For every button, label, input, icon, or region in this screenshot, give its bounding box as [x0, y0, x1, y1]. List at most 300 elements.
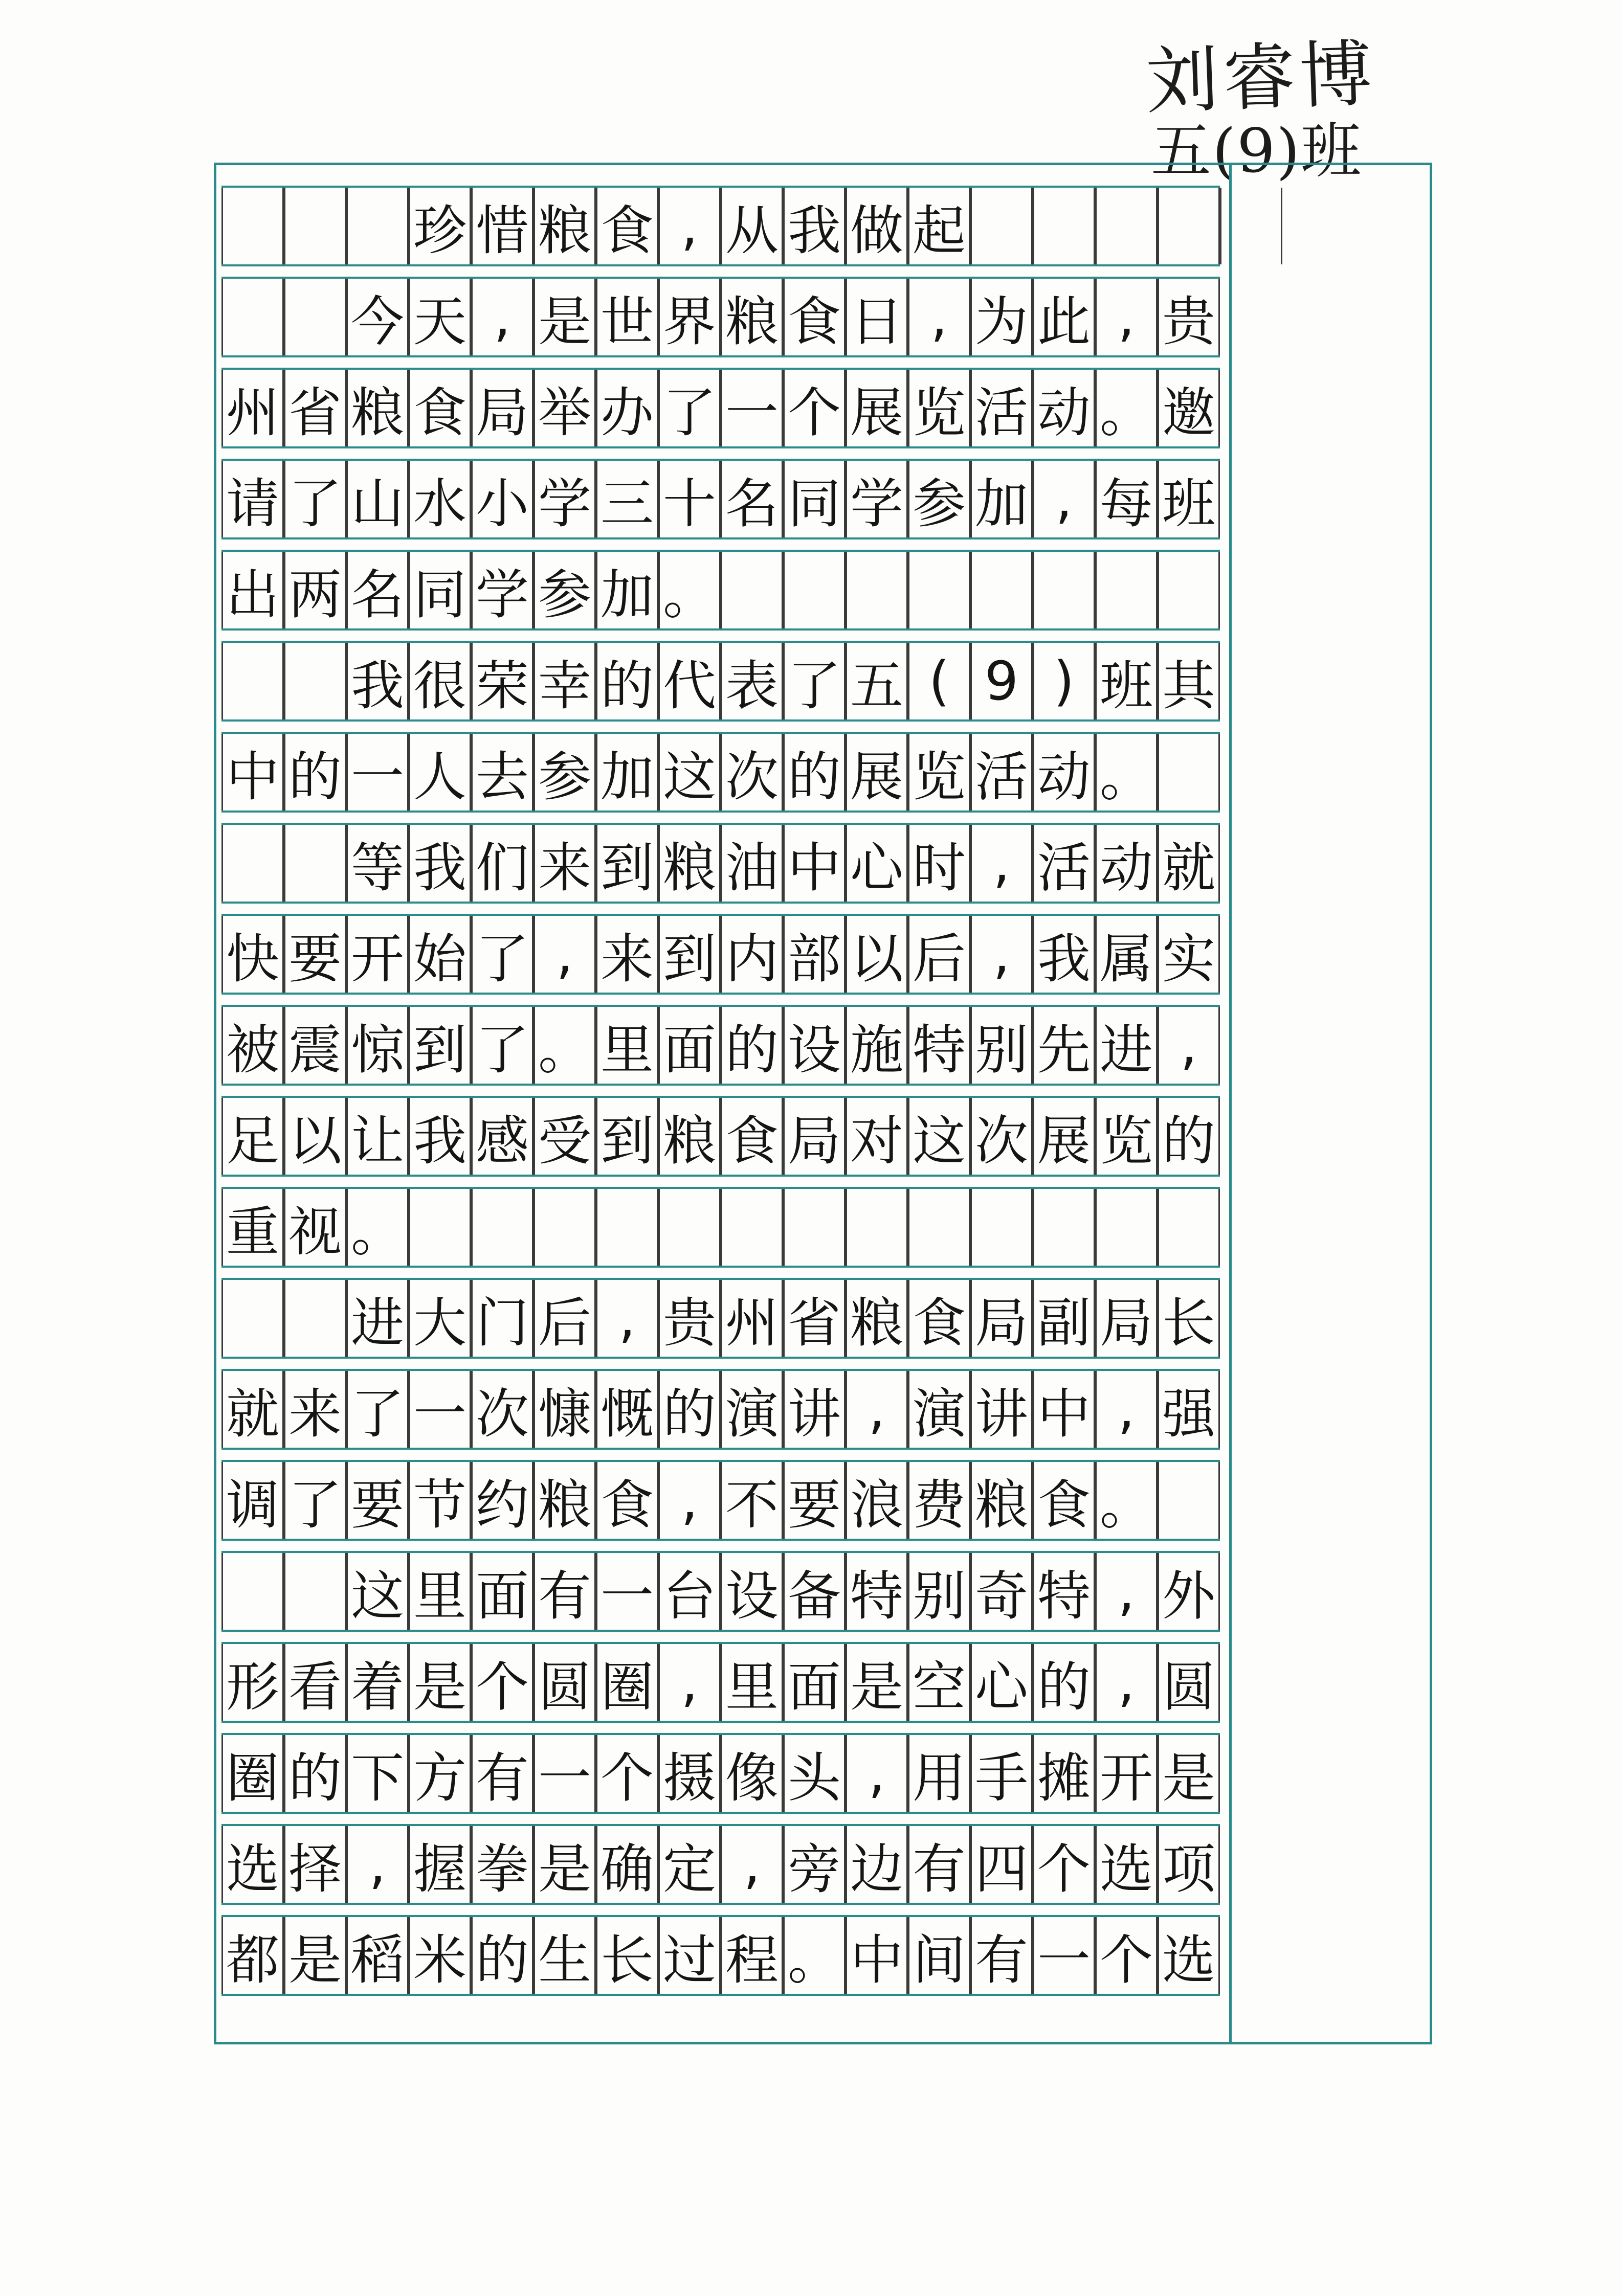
grid-cell: 今 [346, 279, 409, 355]
name-block [1141, 10, 1407, 186]
grid-cell: 山 [346, 461, 409, 537]
grid-cell: 面 [783, 1644, 846, 1721]
grid-cell: 展 [1033, 1098, 1095, 1175]
grid-cell: 圆 [1158, 1644, 1220, 1721]
grid-cell: 就 [1158, 825, 1220, 902]
grid-cell: 受 [533, 1098, 596, 1175]
grid-cell: , [596, 1280, 658, 1357]
grid-cell: , [846, 1371, 908, 1448]
grid-cell: 粮 [846, 1280, 908, 1357]
grid-cell: 设 [721, 1553, 783, 1630]
grid-cell: 了 [284, 1462, 346, 1539]
grid-row [221, 277, 1220, 357]
grid-row [221, 368, 1220, 448]
grid-cell: 长 [1158, 1280, 1220, 1357]
grid-cell: 人 [409, 734, 471, 811]
grid-cell: 是 [533, 1826, 596, 1903]
grid-cell: 程 [721, 1917, 783, 1994]
grid-cell: , [346, 1826, 409, 1903]
grid-cell: 每 [1095, 461, 1158, 537]
grid-cell: 个 [471, 1644, 533, 1721]
grid-cell [1095, 1189, 1158, 1266]
grid-cell: 我 [783, 188, 846, 264]
student-name: 刘睿博 [1144, 32, 1378, 124]
grid-cell: 四 [970, 1826, 1033, 1903]
grid-cell: 局 [471, 370, 533, 446]
grid-cell: 办 [596, 370, 658, 446]
grid-row [221, 732, 1220, 813]
grid-cell: , [970, 916, 1033, 993]
grid-row [221, 1733, 1220, 1814]
grid-cell: 大 [409, 1280, 471, 1357]
grid-cell: 学 [471, 552, 533, 628]
grid-cell: 代 [658, 643, 721, 719]
grid-cell: 了 [658, 370, 721, 446]
grid-cell: 约 [471, 1462, 533, 1539]
grid-cell: , [1095, 279, 1158, 355]
grid-cell: 过 [658, 1917, 721, 1994]
grid-cell: 圆 [533, 1644, 596, 1721]
grid-cell: 震 [284, 1007, 346, 1084]
grid-cell: 个 [1033, 1826, 1095, 1903]
grid-cell: 次 [721, 734, 783, 811]
grid-cell: 食 [783, 279, 846, 355]
grid-cell: 局 [1095, 1280, 1158, 1357]
grid-cell [284, 643, 346, 719]
grid-cell: 视 [284, 1189, 346, 1266]
grid-cell: 9 [970, 643, 1033, 719]
grid-cell: , [1095, 1644, 1158, 1721]
grid-cell: 握 [409, 1826, 471, 1903]
grid-cell [221, 279, 284, 355]
grid-cell [346, 188, 409, 264]
grid-cell: 都 [221, 1917, 284, 1994]
grid-cell: 心 [846, 825, 908, 902]
grid-cell: 进 [1095, 1007, 1158, 1084]
grid-cell: 班 [1158, 461, 1220, 537]
grid-cell [721, 1189, 783, 1266]
grid-cell: 让 [346, 1098, 409, 1175]
grid-cell: 长 [596, 1917, 658, 1994]
grid-cell: 了 [783, 643, 846, 719]
grid-cell: 了 [471, 1007, 533, 1084]
grid-cell: 摄 [658, 1735, 721, 1812]
grid-cell: 有 [533, 1553, 596, 1630]
grid-cell: 活 [1033, 825, 1095, 902]
grid-cell [284, 1553, 346, 1630]
grid-row [221, 1824, 1220, 1905]
grid-cell: 食 [1033, 1462, 1095, 1539]
grid-cell: 加 [970, 461, 1033, 537]
grid-cell [970, 552, 1033, 628]
grid-cell: 定 [658, 1826, 721, 1903]
grid-cell: 别 [970, 1007, 1033, 1084]
grid-cell: 讲 [970, 1371, 1033, 1448]
grid-cell: 活 [970, 734, 1033, 811]
grid-cell: 就 [221, 1371, 284, 1448]
grid-cell: 们 [471, 825, 533, 902]
grid-cell: 次 [970, 1098, 1033, 1175]
grid-cell: 感 [471, 1098, 533, 1175]
grid-cell [221, 188, 284, 264]
grid-cell: 讲 [783, 1371, 846, 1448]
grid-cell: 惜 [471, 188, 533, 264]
grid-cell: 副 [1033, 1280, 1095, 1357]
grid-cell: 。 [533, 1007, 596, 1084]
grid-cell [1095, 552, 1158, 628]
grid-cell: 圈 [596, 1644, 658, 1721]
grid-cell: 选 [221, 1826, 284, 1903]
grid-cell: , [658, 1462, 721, 1539]
grid-cell: 览 [1095, 1098, 1158, 1175]
grid-cell: 确 [596, 1826, 658, 1903]
grid-cell: 像 [721, 1735, 783, 1812]
grid-cell: 名 [721, 461, 783, 537]
grid-cell: 稻 [346, 1917, 409, 1994]
grid-cell: 生 [533, 1917, 596, 1994]
grid-cell: 。 [1095, 370, 1158, 446]
grid-cell: 一 [1033, 1917, 1095, 1994]
grid-cell: 特 [1033, 1553, 1095, 1630]
grid-cell: 粮 [721, 279, 783, 355]
grid-cell: 是 [846, 1644, 908, 1721]
grid-cell: 中 [783, 825, 846, 902]
grid-cell: 省 [783, 1280, 846, 1357]
grid-cell [533, 1189, 596, 1266]
grid-cell: 内 [721, 916, 783, 993]
grid-row [221, 1187, 1220, 1268]
grid-cell: 一 [346, 734, 409, 811]
grid-cell: 一 [721, 370, 783, 446]
grid-cell: 看 [284, 1644, 346, 1721]
grid-cell [409, 1189, 471, 1266]
grid-cell: 进 [346, 1280, 409, 1357]
grid-cell: 的 [1033, 1644, 1095, 1721]
grid-cell: 粮 [533, 188, 596, 264]
grid-cell: 摊 [1033, 1735, 1095, 1812]
grid-cell: 费 [908, 1462, 970, 1539]
grid-cell: 我 [409, 825, 471, 902]
grid-cell: 。 [783, 1917, 846, 1994]
grid-cell: 食 [908, 1280, 970, 1357]
grid-cell: 食 [721, 1098, 783, 1175]
grid-row [221, 550, 1220, 631]
grid-row [221, 186, 1220, 266]
grid-cell: 是 [284, 1917, 346, 1994]
grid-cell: 手 [970, 1735, 1033, 1812]
grid-cell: 。 [658, 552, 721, 628]
class-name: 五(9)班 [1151, 116, 1363, 186]
grid-cell: 加 [596, 552, 658, 628]
grid-cell: 我 [1033, 916, 1095, 993]
grid-cell: 我 [409, 1098, 471, 1175]
grid-cell: 备 [783, 1553, 846, 1630]
grid-cell [1033, 1189, 1095, 1266]
grid-cell [783, 1189, 846, 1266]
grid-cell: , [1095, 1553, 1158, 1630]
grid-cell: 浪 [846, 1462, 908, 1539]
grid-row [221, 459, 1220, 539]
grid-cell: 了 [471, 916, 533, 993]
grid-cell: 慨 [596, 1371, 658, 1448]
grid-cell: 荣 [471, 643, 533, 719]
grid-cell: 州 [221, 370, 284, 446]
grid-cell: 惊 [346, 1007, 409, 1084]
grid-cell [908, 552, 970, 628]
grid-cell: 别 [908, 1553, 970, 1630]
grid-cell: 中 [1033, 1371, 1095, 1448]
grid-cell: 要 [783, 1462, 846, 1539]
grid-row [221, 1005, 1220, 1086]
grid-cell: 的 [721, 1007, 783, 1084]
grid-cell [471, 1189, 533, 1266]
grid-cell: 演 [908, 1371, 970, 1448]
grid-cell: 有 [908, 1826, 970, 1903]
grid-cell [284, 279, 346, 355]
grid-cell: , [846, 1735, 908, 1812]
grid-cell [846, 1189, 908, 1266]
grid-cell: 小 [471, 461, 533, 537]
grid-cell: 展 [846, 734, 908, 811]
grid-cell: 下 [346, 1735, 409, 1812]
grid-cell: 设 [783, 1007, 846, 1084]
grid-cell [970, 1189, 1033, 1266]
grid-cell: 来 [284, 1371, 346, 1448]
grid-row [221, 823, 1220, 904]
grid-cell [221, 643, 284, 719]
grid-cell: 贵 [658, 1280, 721, 1357]
grid-cell: 此 [1033, 279, 1095, 355]
grid-cell: 五 [846, 643, 908, 719]
grid-cell: 。 [1095, 1462, 1158, 1539]
grid-cell [658, 1189, 721, 1266]
grid-cell: 的 [783, 734, 846, 811]
grid-cell: 是 [533, 279, 596, 355]
grid-cell: 局 [783, 1098, 846, 1175]
grid-cell: 食 [409, 370, 471, 446]
grid-cell: 世 [596, 279, 658, 355]
grid-cell: 其 [1158, 643, 1220, 719]
grid-cell: 是 [409, 1644, 471, 1721]
grid-cell: 州 [721, 1280, 783, 1357]
grid-cell: ( [908, 643, 970, 719]
grid-cell [783, 552, 846, 628]
grid-cell: 起 [908, 188, 970, 264]
grid-cell: 部 [783, 916, 846, 993]
grid-cell: 次 [471, 1371, 533, 1448]
grid-cell: 旁 [783, 1826, 846, 1903]
grid-cell: 快 [221, 916, 284, 993]
grid-cell: 览 [908, 734, 970, 811]
grid-cell: 圈 [221, 1735, 284, 1812]
grid-cell: 这 [346, 1553, 409, 1630]
grid-cell: 同 [409, 552, 471, 628]
grid-cell: 到 [658, 916, 721, 993]
grid-cell: 学 [846, 461, 908, 537]
grid-cell: 门 [471, 1280, 533, 1357]
grid-cell: 中 [221, 734, 284, 811]
grid-cell: 开 [346, 916, 409, 993]
grid-cell: 被 [221, 1007, 284, 1084]
grid-cell: 头 [783, 1735, 846, 1812]
grid-cell: 动 [1095, 825, 1158, 902]
grid-cell: 参 [533, 734, 596, 811]
grid-cell: 参 [533, 552, 596, 628]
grid-cell: 演 [721, 1371, 783, 1448]
grid-cell: 节 [409, 1462, 471, 1539]
grid-cell: 同 [783, 461, 846, 537]
grid-cell: 间 [908, 1917, 970, 1994]
grid-cell: 做 [846, 188, 908, 264]
grid-cell: 加 [596, 734, 658, 811]
grid-cell [284, 188, 346, 264]
grid-cell: 粮 [658, 1098, 721, 1175]
grid-cell: 参 [908, 461, 970, 537]
grid-cell: 以 [284, 1098, 346, 1175]
grid-cell: 食 [596, 188, 658, 264]
grid-cell: 粮 [346, 370, 409, 446]
grid-cell: 幸 [533, 643, 596, 719]
grid-cell: , [970, 825, 1033, 902]
grid-cell: 重 [221, 1189, 284, 1266]
grid-cell: 这 [658, 734, 721, 811]
grid-cell: 的 [658, 1371, 721, 1448]
grid-cell: 的 [1158, 1098, 1220, 1175]
grid-cell: 实 [1158, 916, 1220, 993]
grid-cell: 的 [471, 1917, 533, 1994]
grid-cell: 贵 [1158, 279, 1220, 355]
grid-cell: 有 [970, 1917, 1033, 1994]
grid-cell [284, 825, 346, 902]
grid-cell: 项 [1158, 1826, 1220, 1903]
grid-cell: , [721, 1826, 783, 1903]
grid-cell: 来 [533, 825, 596, 902]
grid-cell: 日 [846, 279, 908, 355]
grid-cell: 属 [1095, 916, 1158, 993]
grid-cell: , [1033, 461, 1095, 537]
grid-cell: 的 [284, 1735, 346, 1812]
grid-cell: 请 [221, 461, 284, 537]
grid-cell: 览 [908, 370, 970, 446]
grid-cell [596, 1189, 658, 1266]
grid-cell: 。 [346, 1189, 409, 1266]
grid-cell: 一 [533, 1735, 596, 1812]
grid-cell: 是 [1158, 1735, 1220, 1812]
grid-cell: 天 [409, 279, 471, 355]
grid-cell: 要 [346, 1462, 409, 1539]
grid-cell: 着 [346, 1644, 409, 1721]
grid-cell: 为 [970, 279, 1033, 355]
grid-cell: 省 [284, 370, 346, 446]
grid-cell: , [658, 1644, 721, 1721]
grid-cell: 拳 [471, 1826, 533, 1903]
grid-cell: 外 [1158, 1553, 1220, 1630]
grid-cell [221, 1553, 284, 1630]
grid-cell: 很 [409, 643, 471, 719]
grid-cell: 食 [596, 1462, 658, 1539]
grid-cell: 以 [846, 916, 908, 993]
composition-sheet [214, 163, 1432, 2044]
grid-cell: 油 [721, 825, 783, 902]
grid-cell: 十 [658, 461, 721, 537]
grid-cell: 的 [284, 734, 346, 811]
grid-cell: 米 [409, 1917, 471, 1994]
grid-cell: 等 [346, 825, 409, 902]
grid-cell: , [533, 916, 596, 993]
grid-cell: 举 [533, 370, 596, 446]
grid-cell: 先 [1033, 1007, 1095, 1084]
grid-cell: 中 [846, 1917, 908, 1994]
grid-cell: 。 [1095, 734, 1158, 811]
grid-cell: 我 [346, 643, 409, 719]
grid-cell: 足 [221, 1098, 284, 1175]
grid-cell: 特 [846, 1553, 908, 1630]
grid-cell [1158, 188, 1220, 264]
grid-cell: 调 [221, 1462, 284, 1539]
grid-cell: 对 [846, 1098, 908, 1175]
grid-cell: 面 [658, 1007, 721, 1084]
grid-cell: 里 [596, 1007, 658, 1084]
grid-cell: 形 [221, 1644, 284, 1721]
grid-cell: 要 [284, 916, 346, 993]
grid-cell [970, 188, 1033, 264]
grid-cell: 一 [596, 1553, 658, 1630]
grid-cell: 这 [908, 1098, 970, 1175]
grid-cell: 班 [1095, 643, 1158, 719]
grid-cell: 特 [908, 1007, 970, 1084]
grid-cell: 了 [284, 461, 346, 537]
grid-cell: 里 [721, 1644, 783, 1721]
grid-cell [1158, 1189, 1220, 1266]
grid-cell [221, 825, 284, 902]
grid-cell [1220, 188, 1282, 264]
grid-cell [1158, 1462, 1220, 1539]
grid-cell: 动 [1033, 370, 1095, 446]
grid-cell: 水 [409, 461, 471, 537]
grid-cell: , [908, 279, 970, 355]
grid-cell: 方 [409, 1735, 471, 1812]
grid-row [221, 641, 1220, 722]
grid-cell: 粮 [533, 1462, 596, 1539]
grid-cell: 去 [471, 734, 533, 811]
grid-cell: 到 [596, 1098, 658, 1175]
grid-cell: 选 [1095, 1826, 1158, 1903]
grid-cell [284, 1280, 346, 1357]
grid-cell: 有 [471, 1735, 533, 1812]
grid-cell: 粮 [970, 1462, 1033, 1539]
grid-cell: 施 [846, 1007, 908, 1084]
grid-cell: 粮 [658, 825, 721, 902]
grid-cell [221, 1280, 284, 1357]
grid-cell: 两 [284, 552, 346, 628]
grid-cell: , [1158, 1007, 1220, 1084]
grid-cell: 慷 [533, 1371, 596, 1448]
grid-cell: 后 [533, 1280, 596, 1357]
grid-cell: 学 [533, 461, 596, 537]
grid-cell: 活 [970, 370, 1033, 446]
grid-cell: 名 [346, 552, 409, 628]
grid-row [221, 1278, 1220, 1359]
grid-row [221, 1096, 1220, 1177]
grid-cell: , [471, 279, 533, 355]
grid-row [221, 1369, 1220, 1450]
grid-cell: 后 [908, 916, 970, 993]
grid-cell: 开 [1095, 1735, 1158, 1812]
grid-cell: 展 [846, 370, 908, 446]
grid-cell: 个 [783, 370, 846, 446]
grid-cell: 一 [409, 1371, 471, 1448]
grid-cell: 邀 [1158, 370, 1220, 446]
